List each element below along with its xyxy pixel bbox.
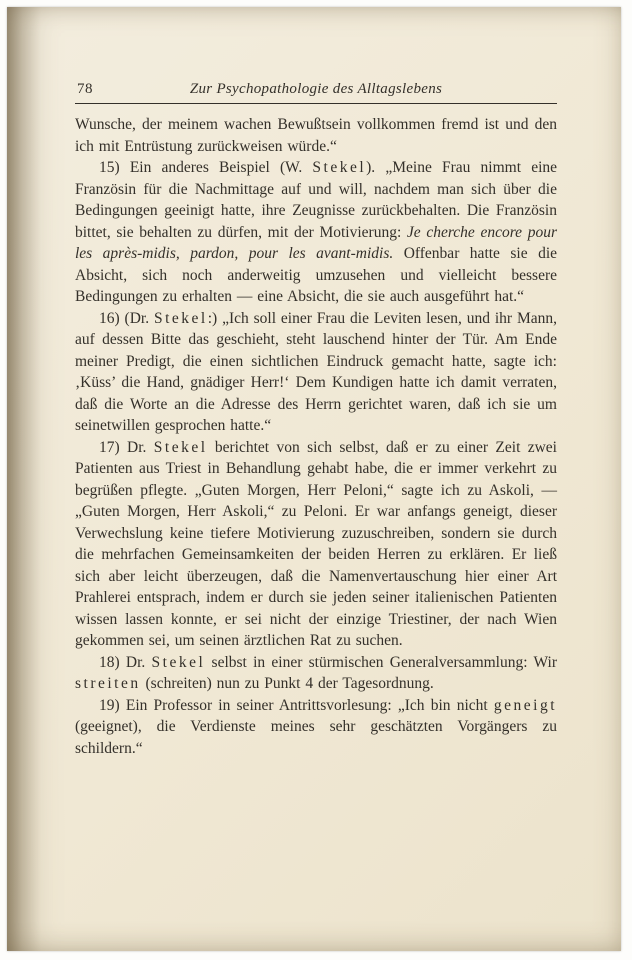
page-content (75, 79, 557, 759)
paragraph (75, 652, 557, 695)
text-run: 15) Ein anderes Beispiel (W. (99, 159, 313, 176)
text-run: (geeignet), die Verdienste meines sehr geschätzten Vorgängers zu schildern.“ (75, 718, 557, 757)
text-run: 19) Ein Professor in seiner Antrittsvorlesung: „Ich bin nicht (99, 696, 494, 714)
paragraph (75, 695, 557, 760)
emphasized-name: Stekel (153, 438, 208, 456)
text-block (75, 114, 557, 759)
text-run: 18) Dr. (99, 653, 152, 671)
emphasized-name: Stekel (153, 309, 208, 327)
text-run: 17) Dr. (99, 438, 154, 456)
text-run: ). „Meine Frau nimmt eine Französin für die Nachmittage auf und will, nachdem man sich über die Bedingungen geeinigt hatte, ihre Zeugnisse zurückbehalten. Die Französin bittet, sie behalten zu dürfen, mit der Motivierung: (75, 159, 558, 241)
binding-shadow (7, 7, 41, 951)
italic-phrase: Je cherche encore pour les après-midis, pardon, pour les avant-midis. (75, 223, 557, 262)
emphasized-name: streiten (75, 675, 141, 692)
running-title: Zur Psychopathologie des Alltagslebens (189, 81, 443, 97)
emphasized-name: Stekel (312, 159, 367, 176)
text-run: Offenbar hatte sie die Absicht, sich noch anderweitig umzusehen und vielleicht bessere Bedingungen zu erhalten — eine Absicht, die sie auch ausgeführt hat.“ (75, 245, 558, 305)
paragraph (75, 308, 557, 437)
text-run: Wunsche, der meinem wachen Bewußtsein vollkommen fremd ist und den ich mit Entrüstung zurückweisen würde.“ (75, 116, 557, 155)
text-run: (schreiten) nun zu Punkt 4 der Tagesordnung. (140, 675, 434, 692)
emphasized-name: geneigt (493, 696, 557, 714)
page-header (75, 79, 557, 104)
paragraph (75, 114, 557, 157)
paragraph (75, 437, 557, 652)
book-page (7, 7, 621, 951)
text-run: 16) (Dr. (99, 309, 154, 327)
paragraph (75, 157, 557, 308)
text-run: :) „Ich soll einer Frau die Leviten lesen, und ihr Mann, auf dessen Bitte das geschieht, steht lauschend hinter der Tür. Am Ende meiner Predigt, die einen sichtlichen Eindruck gemacht hatte, sagte ich: ‚Küss’ die Hand, gnädiger Herr!‘ Dem Kundigen hatte ich damit verraten, daß die Worte an die Adresse des Herrn gerichtet waren, daß ich sie um seinetwillen gesprochen hatte.“ (75, 309, 557, 434)
page-number: 78 (77, 81, 93, 97)
emphasized-name: Stekel (151, 653, 206, 671)
text-run: selbst in einer stürmischen Generalversammlung: Wir (205, 653, 557, 671)
text-run: berichtet von sich selbst, daß er zu einer Zeit zwei Patienten aus Triest in Behandlung gehabt habe, die er immer verkehrt zu begrüßen pflegte. „Guten Morgen, Herr Peloni,“ sagte ich zu Askoli, — „Guten Morgen, Herr Askoli,“ zu Peloni. Er war anfangs geneigt, dieser Verwechslung keine tiefere Motivierung zuzuschreiben, sondern sie durch die mehrfachen Gemeinsamkeiten der beiden Herren zu erklären. Er ließ sich aber leicht überzeugen, daß die Namenvertauschung hier einer Art Prahlerei entsprach, indem er durch sie jeden seiner italienischen Patienten wissen lassen konnte, er sei nicht der einzige Triestiner, der nach Wien gekommen sei, um seinen ärztlichen Rat zu suchen. (75, 438, 557, 649)
